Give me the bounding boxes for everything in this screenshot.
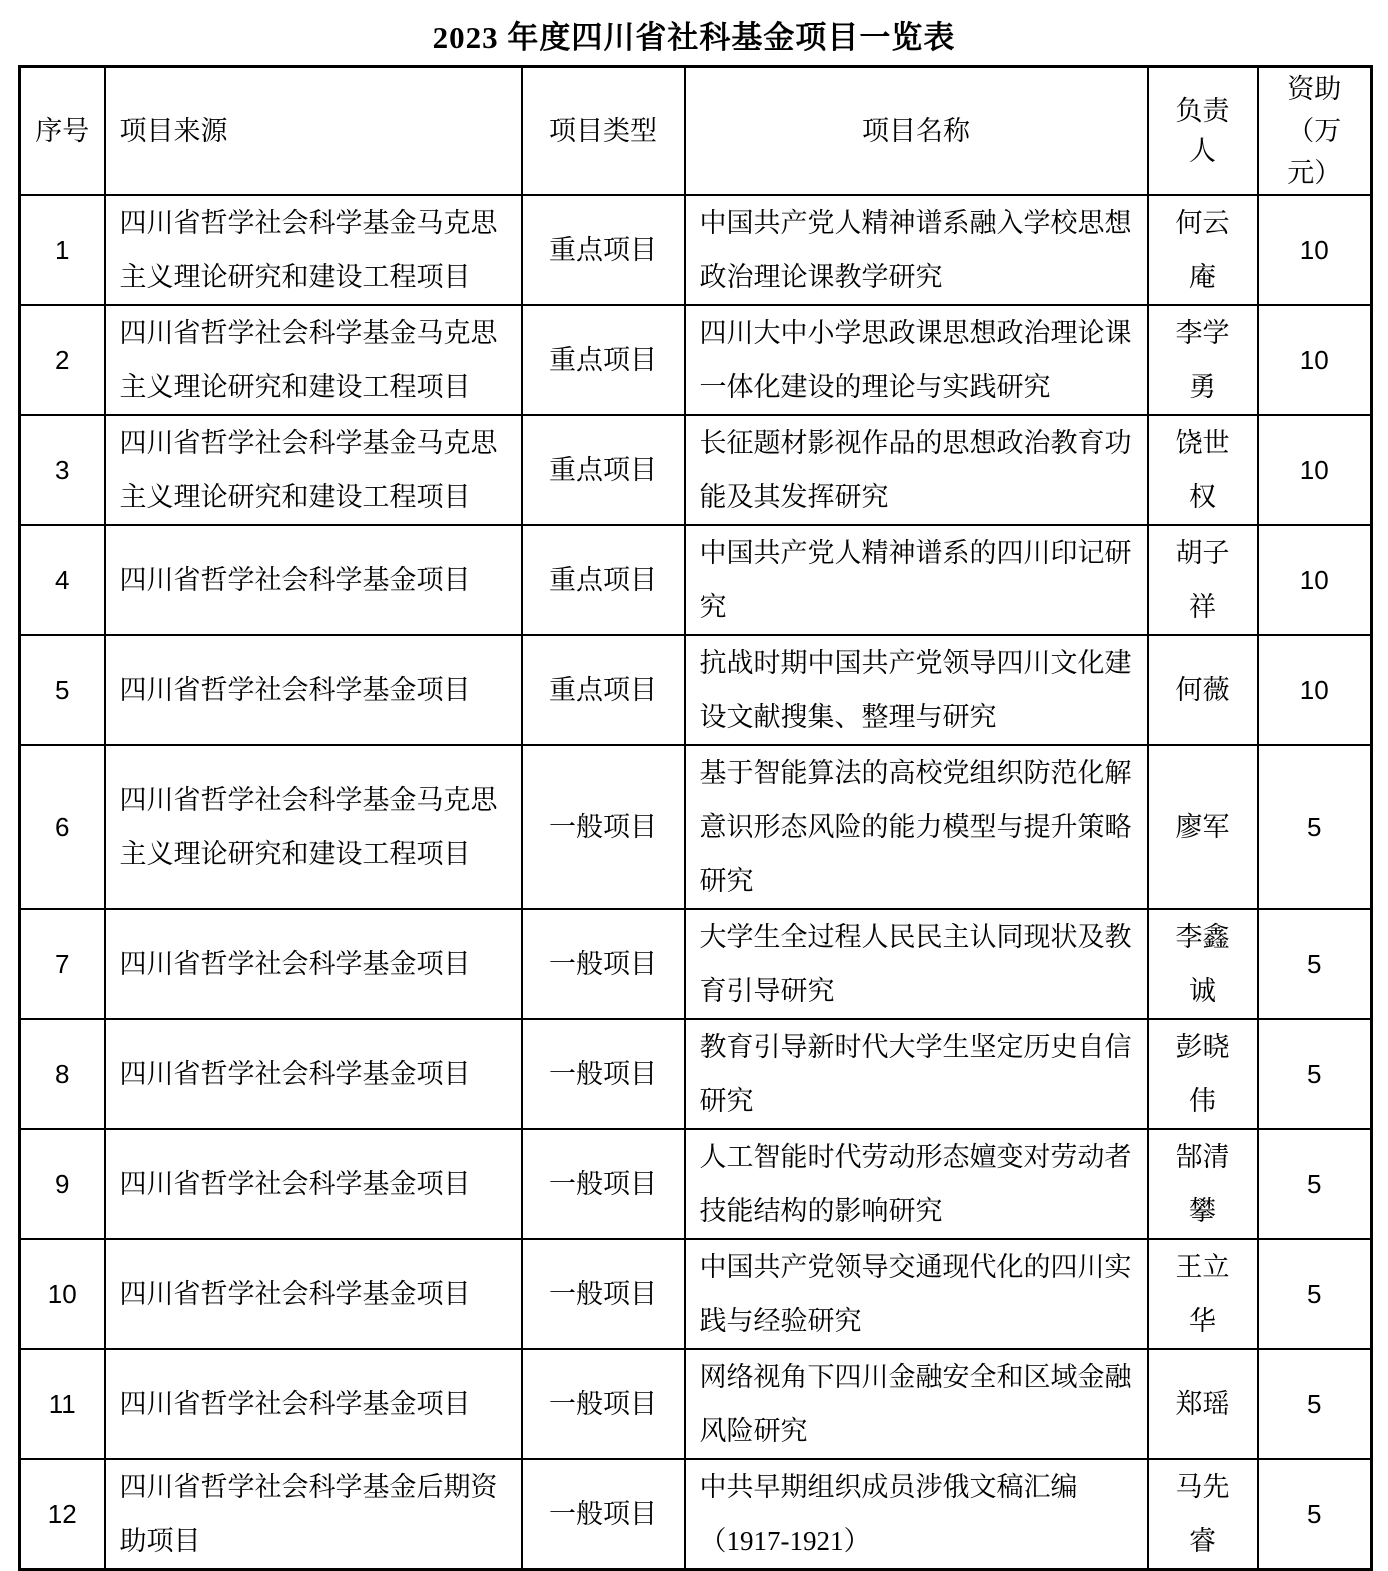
- table-row: [20, 415, 1372, 525]
- cell-funding: 5: [1258, 1019, 1372, 1129]
- cell-source: 四川省哲学社会科学基金马克思主义理论研究和建设工程项目: [105, 745, 522, 909]
- cell-source: 四川省哲学社会科学基金马克思主义理论研究和建设工程项目: [105, 415, 522, 525]
- cell-source: 四川省哲学社会科学基金马克思主义理论研究和建设工程项目: [105, 305, 522, 415]
- cell-name: 长征题材影视作品的思想政治教育功能及其发挥研究: [685, 415, 1148, 525]
- cell-source: 四川省哲学社会科学基金项目: [105, 635, 522, 745]
- cell-name: 网络视角下四川金融安全和区域金融风险研究: [685, 1349, 1148, 1459]
- funding-header-line2: （万元）: [1287, 116, 1342, 188]
- cell-no: 7: [20, 909, 105, 1019]
- cell-leader: 饶世权: [1148, 415, 1258, 525]
- cell-no: 2: [20, 305, 105, 415]
- cell-source: 四川省哲学社会科学基金项目: [105, 1349, 522, 1459]
- cell-leader: 王立华: [1148, 1239, 1258, 1349]
- table-row: [20, 525, 1372, 635]
- cell-name: 中国共产党人精神谱系的四川印记研究: [685, 525, 1148, 635]
- cell-funding: 5: [1258, 1129, 1372, 1239]
- cell-name: 中国共产党人精神谱系融入学校思想政治理论课教学研究: [685, 195, 1148, 305]
- cell-no: 1: [20, 195, 105, 305]
- cell-type: 一般项目: [522, 1129, 685, 1239]
- cell-leader: 李学勇: [1148, 305, 1258, 415]
- cell-name: 大学生全过程人民民主认同现状及教育引导研究: [685, 909, 1148, 1019]
- cell-type: 重点项目: [522, 635, 685, 745]
- table-row: [20, 1239, 1372, 1349]
- cell-funding: 10: [1258, 305, 1372, 415]
- cell-name: 人工智能时代劳动形态嬗变对劳动者技能结构的影响研究: [685, 1129, 1148, 1239]
- cell-no: 8: [20, 1019, 105, 1129]
- cell-name: 中共早期组织成员涉俄文稿汇编（1917-1921）: [685, 1459, 1148, 1570]
- cell-source: 四川省哲学社会科学基金后期资助项目: [105, 1459, 522, 1570]
- cell-funding: 5: [1258, 909, 1372, 1019]
- cell-no: 9: [20, 1129, 105, 1239]
- column-header-no: 序号: [20, 67, 105, 196]
- table-row: [20, 305, 1372, 415]
- cell-source: 四川省哲学社会科学基金项目: [105, 1019, 522, 1129]
- grant-project-table: [18, 65, 1373, 1571]
- cell-type: 一般项目: [522, 1459, 685, 1570]
- cell-funding: 5: [1258, 1239, 1372, 1349]
- column-header-type: 项目类型: [522, 67, 685, 196]
- table-row: [20, 1459, 1372, 1570]
- cell-type: 重点项目: [522, 305, 685, 415]
- cell-no: 4: [20, 525, 105, 635]
- cell-leader: 廖军: [1148, 745, 1258, 909]
- cell-name: 中国共产党领导交通现代化的四川实践与经验研究: [685, 1239, 1148, 1349]
- page-title: 2023 年度四川省社科基金项目一览表: [432, 20, 956, 55]
- cell-name: 四川大中小学思政课思想政治理论课一体化建设的理论与实践研究: [685, 305, 1148, 415]
- cell-funding: 5: [1258, 1349, 1372, 1459]
- cell-type: 重点项目: [522, 525, 685, 635]
- table-row: [20, 909, 1372, 1019]
- cell-type: 一般项目: [522, 745, 685, 909]
- cell-funding: 5: [1258, 1459, 1372, 1570]
- cell-leader: 马先睿: [1148, 1459, 1258, 1570]
- table-header-row: [20, 67, 1372, 196]
- cell-leader: 彭晓伟: [1148, 1019, 1258, 1129]
- table-row: [20, 745, 1372, 909]
- cell-source: 四川省哲学社会科学基金项目: [105, 525, 522, 635]
- cell-source: 四川省哲学社会科学基金项目: [105, 1129, 522, 1239]
- table-row: [20, 1019, 1372, 1129]
- cell-leader: 胡子祥: [1148, 525, 1258, 635]
- cell-name: 基于智能算法的高校党组织防范化解意识形态风险的能力模型与提升策略研究: [685, 745, 1148, 909]
- cell-type: 一般项目: [522, 909, 685, 1019]
- cell-no: 3: [20, 415, 105, 525]
- cell-type: 一般项目: [522, 1349, 685, 1459]
- cell-no: 6: [20, 745, 105, 909]
- cell-funding: 5: [1258, 745, 1372, 909]
- cell-type: 重点项目: [522, 195, 685, 305]
- cell-no: 11: [20, 1349, 105, 1459]
- cell-funding: 10: [1258, 195, 1372, 305]
- cell-leader: 郑瑶: [1148, 1349, 1258, 1459]
- funding-header-line1: 资助: [1287, 74, 1342, 104]
- cell-type: 重点项目: [522, 415, 685, 525]
- cell-leader: 李鑫诚: [1148, 909, 1258, 1019]
- column-header-name: 项目名称: [685, 67, 1148, 196]
- table-row: [20, 635, 1372, 745]
- column-header-source: 项目来源: [105, 67, 522, 196]
- cell-source: 四川省哲学社会科学基金项目: [105, 1239, 522, 1349]
- cell-no: 10: [20, 1239, 105, 1349]
- cell-name: 教育引导新时代大学生坚定历史自信研究: [685, 1019, 1148, 1129]
- cell-funding: 10: [1258, 525, 1372, 635]
- cell-funding: 10: [1258, 415, 1372, 525]
- table-row: [20, 195, 1372, 305]
- column-header-funding: [1258, 67, 1372, 196]
- table-body: [20, 195, 1372, 1570]
- cell-leader: 何薇: [1148, 635, 1258, 745]
- cell-source: 四川省哲学社会科学基金项目: [105, 909, 522, 1019]
- cell-name: 抗战时期中国共产党领导四川文化建设文献搜集、整理与研究: [685, 635, 1148, 745]
- cell-source: 四川省哲学社会科学基金马克思主义理论研究和建设工程项目: [105, 195, 522, 305]
- cell-type: 一般项目: [522, 1239, 685, 1349]
- cell-leader: 何云庵: [1148, 195, 1258, 305]
- table-row: [20, 1349, 1372, 1459]
- column-header-leader: 负责人: [1148, 67, 1258, 196]
- cell-leader: 郜清攀: [1148, 1129, 1258, 1239]
- cell-funding: 10: [1258, 635, 1372, 745]
- table-row: [20, 1129, 1372, 1239]
- cell-no: 12: [20, 1459, 105, 1570]
- cell-type: 一般项目: [522, 1019, 685, 1129]
- cell-no: 5: [20, 635, 105, 745]
